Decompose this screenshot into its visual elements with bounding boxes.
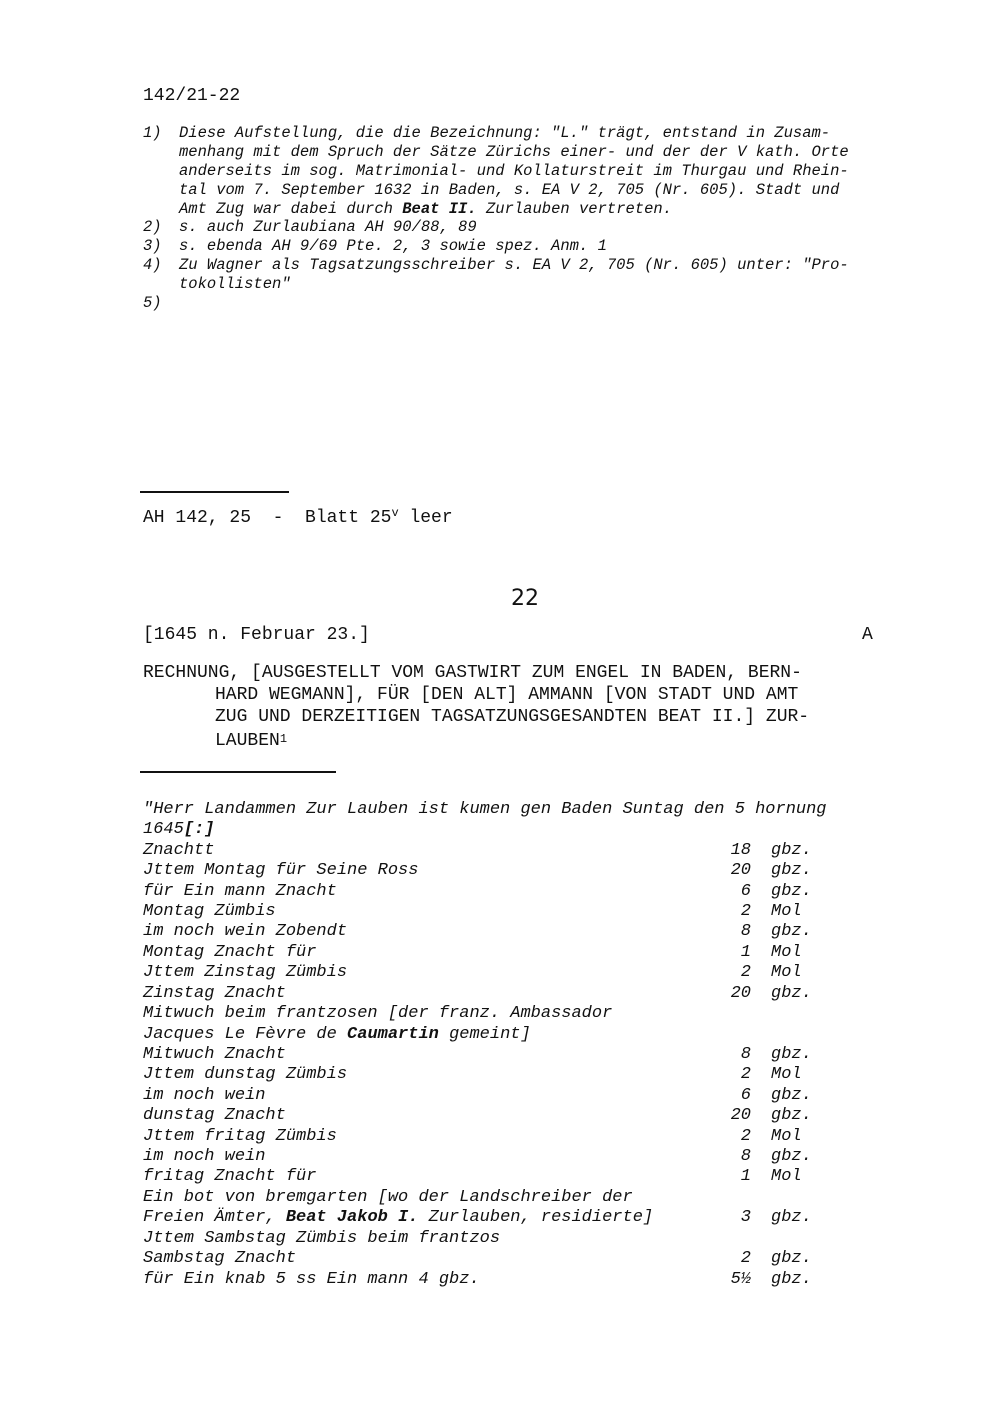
footnote-line: s. auch Zurlaubiana AH 90/88, 89 [179, 218, 477, 236]
separator-rule [140, 491, 289, 493]
footnote-number: 3) [143, 237, 162, 255]
separator-rule [140, 771, 336, 773]
person-name: Beat II. [402, 200, 477, 218]
document-title-line: LAUBEN$^1$ [215, 731, 288, 751]
footnote-line: tal vom 7. September 1632 in Baden, s. EA V 2, 705 (Nr. 605). Stadt und [179, 181, 840, 199]
footnote-line: Amt Zug war dabei durch Beat II. Zurlauben vertreten. [179, 200, 673, 218]
footnote-line: anderseits im sog. Matrimonial- und Kollaturstreit im Thurgau und Rhein- [179, 162, 849, 180]
document-title-line: HARD WEGMANN], FÜR [DEN ALT] AMMANN [VON STADT UND AMT [215, 685, 799, 705]
person-name: Caumartin [347, 1025, 439, 1044]
footnote-line: menhang mit dem Spruch der Sätze Zürichs einer- und der der V kath. Orte [179, 143, 849, 161]
document-number: 22 [511, 586, 539, 611]
blatt-note: AH 142, 25 - Blatt 25$^v$ leer [143, 506, 453, 528]
footnote-number: 5) [143, 294, 162, 312]
document-title-line: RECHNUNG, [AUSGESTELLT VOM GASTWIRT ZUM ENGEL IN BADEN, BERN- [143, 663, 802, 683]
document-letter: A [862, 625, 873, 645]
page-reference: 142/21-22 [143, 86, 241, 106]
footnote-line: Diese Aufstellung, die die Bezeichnung: "L." trägt, entstand in Zusam- [179, 124, 831, 142]
footnote-marker: 1 [279, 732, 288, 746]
footnote-number: 1) [143, 124, 162, 142]
footnote-line: tokollisten" [179, 275, 291, 293]
footnote-line: s. ebenda AH 9/69 Pte. 2, 3 sowie spez. Anm. 1 [179, 237, 607, 255]
footnote-number: 2) [143, 218, 162, 236]
document-title-line: ZUG UND DERZEITIGEN TAGSATZUNGSGESANDTEN BEAT II.] ZUR- [215, 707, 810, 727]
footnote-line: Zu Wagner als Tagsatzungsschreiber s. EA V 2, 705 (Nr. 605) unter: "Pro- [179, 256, 849, 274]
document-date: [1645 n. Februar 23.] [143, 625, 370, 645]
person-name: Beat Jakob I. [285, 1208, 419, 1227]
footnote-number: 4) [143, 256, 162, 274]
